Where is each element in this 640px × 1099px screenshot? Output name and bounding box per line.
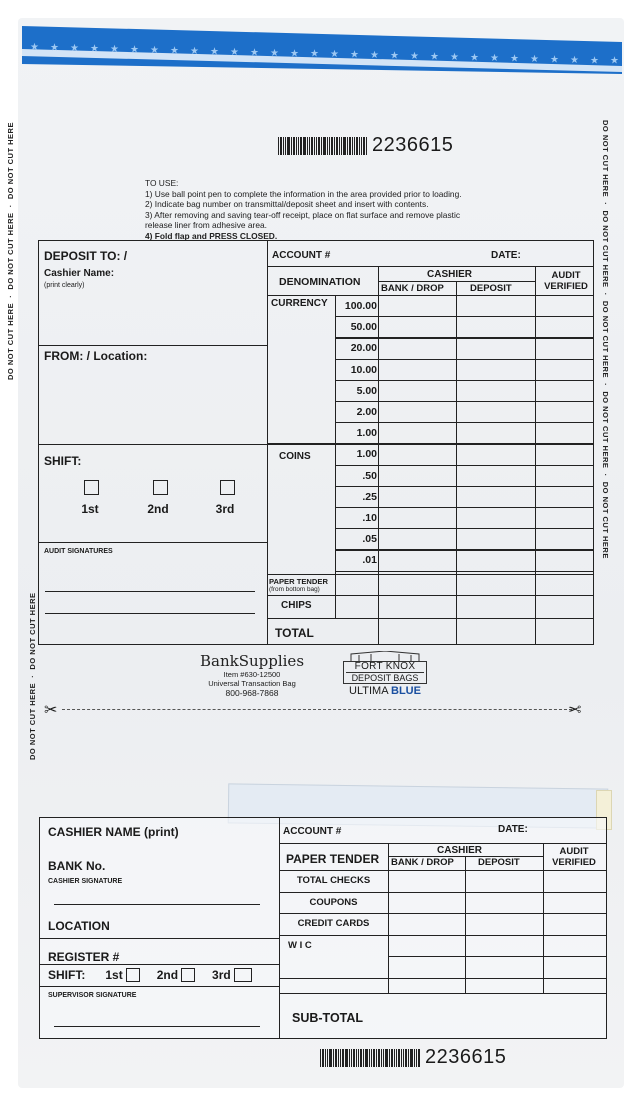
barcode-bar: [385, 1049, 388, 1067]
denomination-header: DENOMINATION: [279, 276, 361, 288]
fort-knox-logo: [343, 651, 427, 697]
bag-number: 2236615: [425, 1046, 507, 1068]
star-icon: ★: [170, 45, 179, 57]
barcode-bar: [351, 1049, 352, 1067]
barcode-bar: [345, 1049, 348, 1067]
barcode-bar: [378, 1049, 380, 1067]
cashier-header: CASHIER: [427, 269, 473, 280]
barcode-bar: [300, 137, 302, 155]
barcode-bar: [396, 1049, 397, 1067]
shift-option-label: 1st: [105, 968, 123, 982]
row-divider: [335, 401, 593, 402]
row-divider: [279, 935, 606, 936]
barcode-bar: [349, 1049, 350, 1067]
row-divider: [388, 956, 606, 957]
scissors-icon: ✂: [44, 702, 58, 719]
barcode-bar: [320, 1049, 321, 1067]
barcode-bar: [327, 137, 328, 155]
row-divider: [279, 913, 606, 914]
barcode-bar: [343, 137, 346, 155]
star-icon: ★: [30, 42, 39, 54]
receipt-row-label: W I C: [288, 939, 312, 951]
audit-verified-header: AUDIT VERIFIED: [544, 270, 588, 292]
barcode-bar: [283, 137, 284, 155]
shift-3rd-checkbox[interactable]: [234, 968, 252, 982]
barcode-bar: [331, 137, 333, 155]
barcode-bar: [418, 1049, 420, 1067]
star-icon: ★: [410, 51, 419, 63]
instructions-heading: TO USE:: [145, 178, 179, 188]
date-label: DATE:: [491, 250, 521, 261]
star-icon: ★: [290, 48, 299, 60]
star-icon: ★: [490, 52, 499, 64]
barcode-bar: [416, 1049, 417, 1067]
barcode-bar: [347, 137, 348, 155]
barcode-bar: [394, 1049, 395, 1067]
barcode-bar: [278, 137, 279, 155]
instruction-line: 4) Fold flap and PRESS CLOSED.: [145, 230, 278, 241]
barcode-bar: [296, 137, 297, 155]
star-icon: ★: [390, 50, 399, 62]
denomination-value: 20.00: [350, 342, 377, 355]
receipt-row-label: COUPONS: [309, 896, 358, 908]
barcode-bar: [311, 137, 313, 155]
star-icon: ★: [470, 52, 479, 64]
barcode-bar: [391, 1049, 393, 1067]
register-label: REGISTER #: [48, 950, 120, 964]
row-divider: [335, 528, 593, 529]
cashier-name-label: Cashier Name:: [44, 268, 115, 279]
star-icon: ★: [550, 54, 559, 66]
barcode-bar: [373, 1049, 375, 1067]
instruction-line: 1) Use ball point pen to complete the information in the area provided prior to loading.: [145, 188, 462, 199]
building-icon: [345, 651, 425, 661]
denomination-value: .25: [362, 490, 377, 503]
total-label: TOTAL: [275, 626, 314, 640]
star-icon: ★: [110, 44, 119, 56]
star-icon: ★: [430, 51, 439, 63]
denomination-value: 2.00: [356, 406, 377, 418]
scissors-icon: ✂: [568, 702, 582, 719]
security-tape: [22, 22, 622, 78]
star-icon: ★: [310, 48, 319, 60]
side-warning-right: DO NOT CUT HERE · DO NOT CUT HERE · DO NOT CUT HERE · DO NOT CUT HERE · DO NOT CUT HERE: [601, 120, 610, 559]
checkbox[interactable]: [84, 480, 99, 495]
denomination-value: .05: [362, 533, 377, 546]
instructions: [145, 178, 575, 241]
barcode-bar: [369, 1049, 370, 1067]
barcode-bar: [335, 1049, 337, 1067]
row-divider: [335, 359, 593, 360]
currency-label: CURRENCY: [271, 298, 328, 309]
blue-text: BLUE: [391, 685, 421, 697]
barcode-bar: [414, 1049, 415, 1067]
row-divider: [335, 422, 593, 423]
cashier-signature-label: CASHIER SIGNATURE: [48, 878, 123, 885]
barcode-bar: [342, 1049, 344, 1067]
denomination-value: 100.00: [344, 300, 377, 312]
shift-option-1st[interactable]: [81, 480, 101, 516]
star-icon: ★: [270, 47, 279, 59]
bag-number: 2236615: [372, 134, 454, 156]
denomination-value: 1.00: [356, 427, 377, 440]
shift-1st-checkbox[interactable]: [126, 968, 140, 982]
barcode-bar: [410, 1049, 413, 1067]
barcode-bar: [316, 137, 317, 155]
star-icon: ★: [250, 47, 259, 59]
deposit-header: DEPOSIT: [470, 283, 512, 294]
from-bottom-bag-label: (from bottom bag): [269, 586, 320, 593]
barcode-bars: [320, 1049, 421, 1067]
barcode-bar: [383, 1049, 384, 1067]
star-icon: ★: [50, 42, 59, 54]
barcode-bar: [285, 137, 286, 155]
side-warning-left: DO NOT CUT HERE · DO NOT CUT HERE · DO NOT CUT HERE: [6, 122, 15, 380]
receipt-deposit-header: DEPOSIT: [478, 857, 520, 868]
receipt-row-label: TOTAL CHECKS: [296, 875, 371, 886]
barcode-bar: [381, 1049, 382, 1067]
product-name: Universal Transaction Bag: [208, 679, 296, 688]
barcode-bar: [356, 1049, 357, 1067]
print-clearly-note: (print clearly): [44, 282, 85, 289]
row-divider: [279, 892, 606, 893]
row-divider: [335, 380, 593, 381]
barcode-bar: [354, 137, 355, 155]
instruction-line: 3) After removing and saving tear-off receipt, place on flat surface and remove plastic: [145, 209, 461, 220]
barcode-bar: [389, 1049, 390, 1067]
row-divider: [335, 316, 593, 317]
barcode-bar: [293, 137, 295, 155]
barcode-bar: [318, 137, 320, 155]
bag-barcode-bottom: [320, 1046, 506, 1069]
shift-option-label: 1st: [81, 502, 99, 516]
row-divider: [335, 337, 593, 338]
barcode-bar: [363, 137, 365, 155]
star-icon: ★: [350, 49, 359, 61]
paper-tender-label: PAPER TENDER: [269, 577, 328, 586]
barcode-bar: [303, 137, 306, 155]
barcode-bar: [408, 1049, 409, 1067]
star-icon: ★: [590, 55, 599, 67]
receipt-row-label: CREDIT CARDS: [297, 918, 370, 929]
row-divider: [335, 549, 593, 550]
star-icon: ★: [530, 53, 539, 65]
shift-2nd-checkbox[interactable]: [181, 968, 195, 982]
star-icon: ★: [610, 55, 619, 67]
row-divider: [279, 978, 606, 979]
row-divider: [335, 465, 593, 466]
star-icon: ★: [230, 46, 239, 58]
barcode-bar: [358, 1049, 359, 1067]
barcode-bar: [291, 137, 292, 155]
from-location-label: FROM: / Location:: [44, 349, 148, 363]
supervisor-signature-label: SUPERVISOR SIGNATURE: [48, 992, 137, 999]
coins-label: COINS: [279, 451, 311, 462]
barcode-bar: [360, 1049, 362, 1067]
barcode-bar: [323, 137, 326, 155]
receipt-shift-row: [48, 968, 252, 982]
shift-option-label: 2nd: [156, 968, 179, 982]
barcode-bar: [339, 137, 340, 155]
star-icon: ★: [370, 50, 379, 62]
bag-barcode-top: [278, 134, 453, 157]
barcode-bar: [353, 1049, 355, 1067]
chips-label: CHIPS: [281, 600, 312, 611]
side-warning-left-lower: DO NOT CUT HERE · DO NOT CUT HERE: [28, 592, 37, 760]
barcode-bar: [333, 1049, 334, 1067]
deposit-to-label: DEPOSIT TO: /: [44, 249, 128, 263]
star-icon: ★: [190, 45, 199, 57]
barcode-bar: [403, 1049, 404, 1067]
receipt-account-label: ACCOUNT #: [283, 826, 342, 837]
barcode-bar: [398, 1049, 400, 1067]
barcode-bar: [359, 137, 360, 155]
barcode-bar: [327, 1049, 328, 1067]
row-divider: [335, 571, 593, 572]
denomination-value: .01: [362, 554, 377, 567]
shift-option-label: 3rd: [215, 502, 235, 516]
shift-option-label: 3rd: [212, 968, 231, 982]
barcode-bar: [371, 1049, 372, 1067]
barcode-bar: [349, 137, 351, 155]
barcode-bar: [361, 137, 362, 155]
receipt-form: [39, 817, 607, 1039]
subtotal-label: SUB-TOTAL: [292, 1011, 364, 1025]
barcode-bar: [309, 137, 310, 155]
banksupplies-brand: [182, 652, 322, 699]
denomination-value: 5.00: [356, 384, 377, 397]
section-divider: [267, 443, 593, 444]
star-icon: ★: [450, 51, 459, 63]
barcode-bar: [356, 137, 358, 155]
bank-drop-header: BANK / DROP: [381, 283, 444, 294]
shift-option-2nd[interactable]: [147, 480, 170, 516]
barcode-bar: [298, 137, 299, 155]
audit-signatures-label: AUDIT SIGNATURES: [44, 548, 113, 555]
denomination-value: 10.00: [350, 363, 377, 376]
checkbox[interactable]: [153, 480, 168, 495]
shift-option-label: 2nd: [147, 502, 169, 516]
barcode-bar: [307, 137, 308, 155]
ultima-text: ULTIMA: [349, 685, 388, 697]
bank-no-label: BANK No.: [48, 859, 106, 873]
receipt-bank-drop-header: BANK / DROP: [391, 857, 454, 868]
barcode-bar: [338, 1049, 339, 1067]
barcode-bar: [336, 137, 338, 155]
instruction-line: release liner from adhesive area.: [145, 220, 267, 230]
barcode-bar: [366, 137, 367, 155]
shift-option-3rd[interactable]: [217, 480, 237, 516]
barcode-bar: [329, 137, 330, 155]
barcode-bar: [321, 137, 322, 155]
receipt-paper-tender-header: PAPER TENDER: [286, 852, 380, 866]
star-icon: ★: [210, 46, 219, 58]
barcode-bars: [278, 137, 368, 155]
receipt-shift-label: SHIFT:: [48, 968, 86, 982]
denomination-value: 50.00: [350, 321, 377, 334]
receipt-cashier-header: CASHIER: [437, 845, 483, 856]
barcode-bar: [363, 1049, 364, 1067]
receipt-audit-verified-header: AUDIT VERIFIED: [552, 846, 596, 868]
receipt-date-label: DATE:: [498, 824, 528, 835]
barcode-bar: [322, 1049, 324, 1067]
star-icon: ★: [90, 43, 99, 55]
receipt-cashier-name-label: CASHIER NAME (print): [48, 825, 179, 839]
star-icon: ★: [330, 49, 339, 61]
deposit-form: [38, 240, 594, 645]
location-label: LOCATION: [48, 919, 110, 933]
denomination-value: .10: [362, 512, 377, 524]
account-label: ACCOUNT #: [272, 250, 331, 261]
barcode-bar: [365, 1049, 368, 1067]
row-divider: [335, 507, 593, 508]
brand-name: BankSupplies: [199, 652, 305, 670]
denomination-value: 1.00: [356, 448, 377, 461]
row-divider: [335, 486, 593, 487]
star-icon: ★: [70, 43, 79, 55]
barcode-bar: [325, 1049, 326, 1067]
barcode-bar: [340, 1049, 341, 1067]
barcode-bar: [341, 137, 342, 155]
checkbox[interactable]: [220, 480, 235, 495]
barcode-bar: [334, 137, 335, 155]
star-icon: ★: [130, 44, 139, 56]
tear-line: [62, 709, 572, 710]
instruction-line: 2) Indicate bag number on transmittal/deposit sheet and insert with contents.: [145, 199, 429, 209]
barcode-bar: [314, 137, 315, 155]
denomination-value: .50: [362, 469, 377, 482]
fort-knox-text: FORT KNOX: [354, 661, 416, 672]
star-icon: ★: [510, 53, 519, 65]
barcode-bar: [405, 1049, 407, 1067]
barcode-bar: [401, 1049, 402, 1067]
star-icon: ★: [150, 44, 159, 56]
barcode-bar: [376, 1049, 377, 1067]
item-number: Item #630-12500: [223, 670, 281, 679]
barcode-bar: [352, 137, 353, 155]
barcode-bar: [329, 1049, 332, 1067]
phone-number: 800-968-7868: [225, 688, 279, 698]
deposit-bags-text: DEPOSIT BAGS: [346, 672, 424, 683]
shift-label: SHIFT:: [44, 454, 82, 468]
barcode-bar: [280, 137, 282, 155]
barcode-bar: [287, 137, 290, 155]
star-icon: ★: [570, 54, 579, 66]
